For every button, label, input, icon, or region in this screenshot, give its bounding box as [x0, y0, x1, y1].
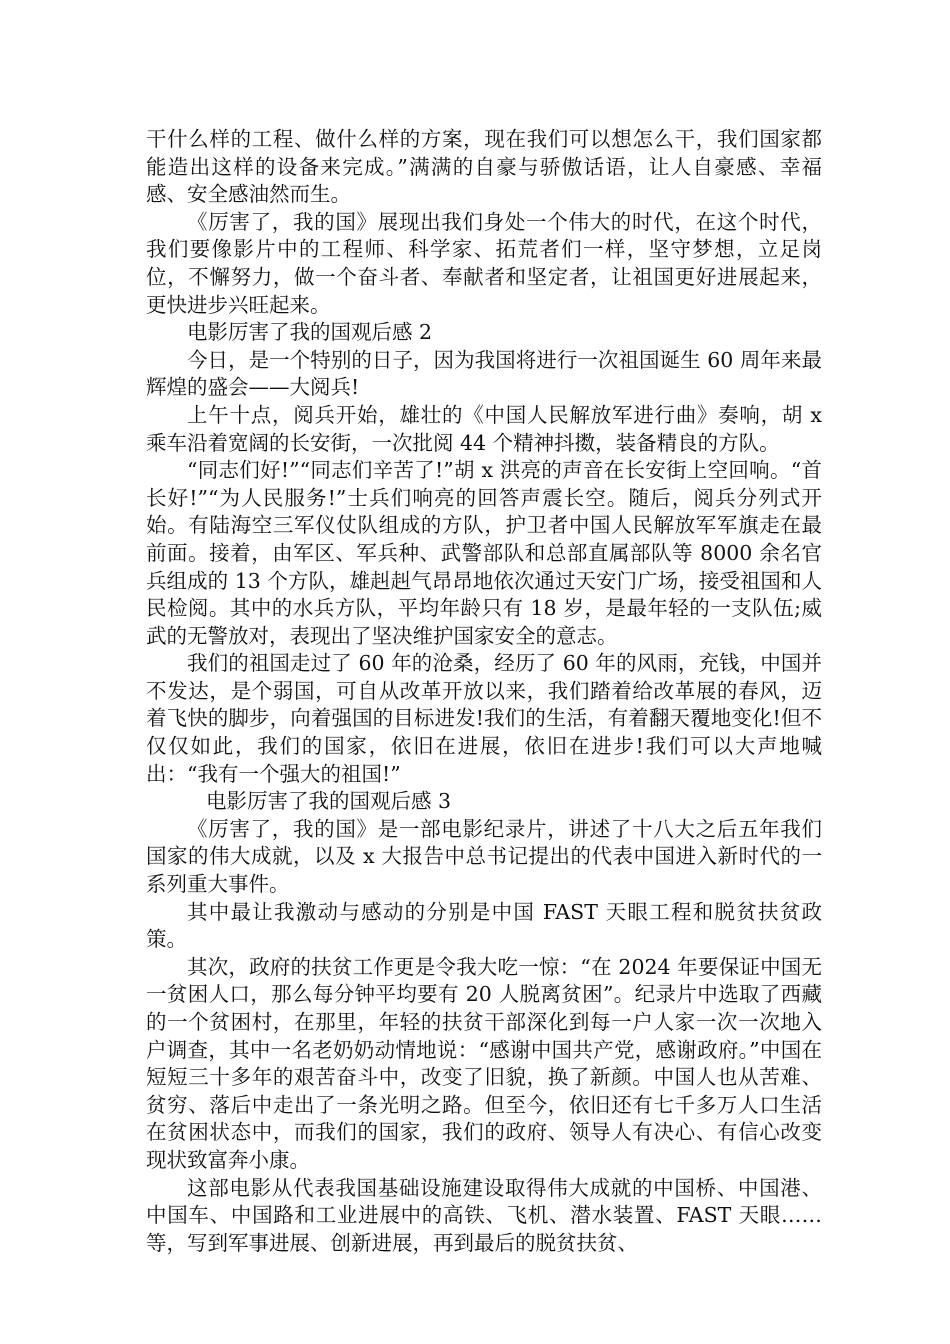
paragraph: 《厉害了，我的国》是一部电影纪录片，讲述了十八大之后五年我们国家的伟大成就，以及 x 大报告中总书记提出的代表中国进入新时代的一系列重大事件。: [146, 816, 822, 897]
section-heading: 电影厉害了我的国观后感 3: [206, 789, 452, 814]
section-heading: 电影厉害了我的国观后感 2: [187, 320, 433, 345]
paragraph: 这部电影从代表我国基础设施建设取得伟大成就的中国桥、中国港、中国车、中国路和工业进展中的高铁、飞机、潜水装置、FAST 天眼……等，写到军事进展、创新进展，再到最后的脱贫扶贫、: [146, 1175, 822, 1255]
paragraph: 干什么样的工程、做什么样的方案，现在我们可以想怎么干，我们国家都能造出这样的设备来完成。”满满的自豪与骄傲话语，让人自豪感、幸福感、安全感油然而生。: [146, 127, 822, 207]
paragraph: 我们的祖国走过了 60 年的沧桑，经历了 60 年的风雨，充钱，中国并不发达，是个弱国，可自从改革开放以来，我们踏着给改革展的春风，迈着飞快的脚步，向着强国的目标进发!我们的生活，有着翻天覆地变化!但不仅仅如此，我们的国家，依旧在进展，依旧在进步!我们可以大声地喊出：“我有一个强大的祖国!”: [146, 651, 822, 786]
paragraph: 今日，是一个特别的日子，因为我国将进行一次祖国诞生 60 周年来最辉煌的盛会——大阅兵!: [146, 347, 822, 400]
paragraph: 其次，政府的扶贫工作更是令我大吃一惊：“在 2024 年要保证中国无一贫困人口，那么每分钟平均要有 20 人脱离贫困”。纪录片中选取了西藏的一个贫困村，在那里，年轻的扶贫干部深化到每一户人家一次一次地入户调查，其中一名老奶奶动情地说：“感谢中国共产党，感谢政府。”中国在短短三十多年的艰苦奋斗中，改变了旧貌，换了新颜。中国人也从苦难、贫穷、落后中走出了一条光明之路。但至今，依旧还有七千多万人口生活在贫困状态中，而我们的国家，我们的政府、领导人有决心、有信心改变现状致富奔小康。: [146, 954, 822, 1172]
paragraph: 上午十点，阅兵开始，雄壮的《中国人民解放军进行曲》奏响，胡 x 乘车沿着宽阔的长安街，一次批阅 44 个精神抖擞，装备精良的方队。: [146, 402, 822, 455]
document-body: [146, 126, 822, 1257]
paragraph: 《厉害了，我的国》展现出我们身处一个伟大的时代，在这个时代，我们要像影片中的工程师、科学家、拓荒者们一样，坚守梦想，立足岗位，不懈努力，做一个奋斗者、奉献者和坚定者，让祖国更好进展起来，更快进步兴旺起来。: [146, 209, 822, 317]
paragraph: 其中最让我激动与感动的分别是中国 FAST 天眼工程和脱贫扶贫政策。: [146, 899, 822, 952]
paragraph: “同志们好!”“同志们辛苦了!”胡 x 洪亮的声音在长安街上空回响。“首长好!”“为人民服务!”士兵们响亮的回答声震长空。随后，阅兵分列式开始。有陆海空三军仪仗队组成的方队，护卫者中国人民解放军军旗走在最前面。接着，由军区、军兵种、武警部队和总部直属部队等 8000 余名官兵组成的 13 个方队，雄赳赳气昂昂地依次通过天安门广场，接受祖国和人民检阅。其中的水兵方队，平均年龄只有 18 岁，是最年轻的一支队伍;威武的无警放对，表现出了坚决维护国家安全的意志。: [146, 458, 822, 648]
